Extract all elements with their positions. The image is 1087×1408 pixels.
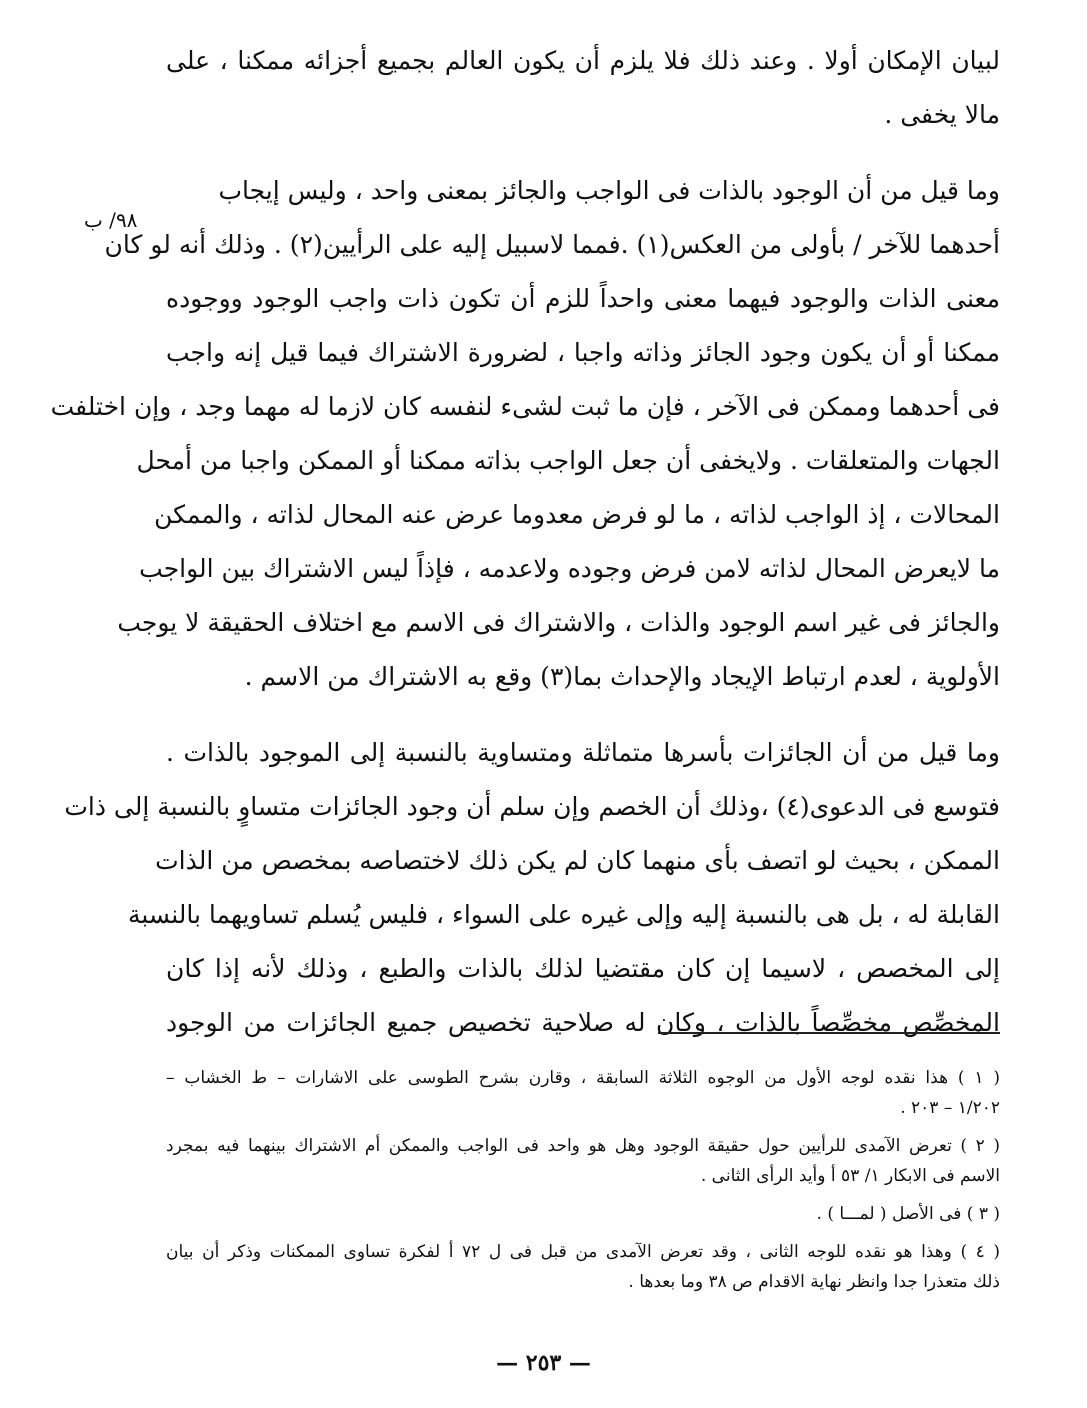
- footnote: [166, 1063, 1000, 1123]
- text-line: إلى المخصص ، لاسيما إن كان مقتضيا لذلك بالذات والطبع ، وذلك لأنه إذا كان: [166, 954, 1000, 983]
- text-line: أحدهما للآخر / بأولى من العكس(١) .فمما لاسبيل إليه على الرأيين(٢) . وذلك أنه لو كان: [104, 230, 1000, 259]
- footnote-line: الاسم فى الابكار ١/ ٥٣ أ وأيد الرأى الثانى .: [700, 1166, 1000, 1186]
- footnote: [166, 1199, 1000, 1229]
- text-line: ما لايعرض المحال لذاته لامن فرض وجوده ولاعدمه ، فإذاً ليس الاشتراك بين الواجب: [139, 554, 1000, 583]
- text-line: فتوسع فى الدعوى(٤) ،وذلك أن الخصم وإن سلم أن وجود الجائزات متساوٍ بالنسبة إلى ذات: [64, 792, 1000, 821]
- footnote: [166, 1237, 1000, 1297]
- text-line: لبيان الإمكان أولا . وعند ذلك فلا يلزم أن يكون العالم بجميع أجزائه ممكنا ، على: [166, 46, 1001, 75]
- footnote-line: ( ٣ ) فى الأصل ( لمـــا ) .: [816, 1204, 1000, 1224]
- footnote: [166, 1131, 1000, 1191]
- text-line: الممكن ، بحيث لو اتصف بأى منهما كان لم يكن ذلك لاختصاصه بمخصص من الذات: [155, 846, 1000, 875]
- text-line: المحالات ، إذ الواجب لذاته ، ما لو فرض معدوما عرض عنه المحال لذاته ، والممكن: [154, 500, 1000, 529]
- footnote-divider: [658, 1032, 1000, 1034]
- text-line: القابلة له ، بل هى بالنسبة إليه وإلى غيره على السواء ، فليس يُسلم تساويهما بالنسبة: [127, 900, 1000, 929]
- text-line: فى أحدهما وممكن فى الآخر ، فإن ما ثبت لشىء لنفسه كان لازما له مهما وجد ، وإن اختلفت: [50, 392, 1000, 421]
- text-line: وما قيل من أن الوجود بالذات فى الواجب والجائز بمعنى واحد ، وليس إيجاب: [218, 176, 1000, 205]
- text-line: ممكنا أو أن يكون وجود الجائز وذاته واجبا ، لضرورة الاشتراك فيما قيل إنه واجب: [166, 338, 1000, 367]
- text-line: وما قيل من أن الجائزات بأسرها متماثلة ومتساوية بالنسبة إلى الموجود بالذات .: [166, 738, 1000, 767]
- footnote-line: ( ٤ ) وهذا هو نقده للوجه الثانى ، وقد تعرض الآمدى من قبل فى ل ٧٢ أ لفكرة تساوى الممكنات وذكر أن بيان: [166, 1242, 1001, 1262]
- footnote-line: ذلك متعذرا جدا وانظر نهاية الاقدام ص ٣٨ وما بعدها .: [628, 1272, 1000, 1292]
- text-line: الجهات والمتعلقات . ولايخفى أن جعل الواجب بذاته ممكنا أو الممكن واجبا من أمحل: [136, 446, 1000, 475]
- text-line: معنى الذات والوجود فيهما معنى واحداً للزم أن تكون ذات واجب الوجود ووجوده: [166, 284, 1000, 313]
- text-line: المخصِّص مخصِّصاً بالذات ، وكان له صلاحية تخصيص جميع الجائزات من الوجود: [166, 1008, 1000, 1037]
- text-line: مالا يخفى .: [884, 100, 1000, 129]
- footnotes: [166, 1063, 1000, 1305]
- footnote-line: ١/٢٠٢ – ٢٠٣ .: [900, 1098, 1000, 1118]
- page-number: — ٢٥٣ —: [496, 1350, 591, 1376]
- text-line: الأولوية ، لعدم ارتباط الإيجاد والإحداث بما(٣) وقع به الاشتراك من الاسم .: [244, 662, 1000, 691]
- footnote-line: ( ١ ) هذا نقده لوجه الأول من الوجوه الثلاثة السابقة ، وقارن بشرح الطوسى على الاشارات – ط الخشاب –: [166, 1068, 1000, 1088]
- folio-margin-note: ٩٨/ ب: [84, 208, 138, 232]
- text-line: والجائز فى غير اسم الوجود والذات ، والاشتراك فى الاسم مع اختلاف الحقيقة لا يوجب: [117, 608, 1000, 637]
- footnote-line: ( ٢ ) تعرض الآمدى للرأيين حول حقيقة الوجود وهل هو واحد فى الواجب والممكن أم الاشتراك بينهما فيه بمجرد: [166, 1136, 1000, 1156]
